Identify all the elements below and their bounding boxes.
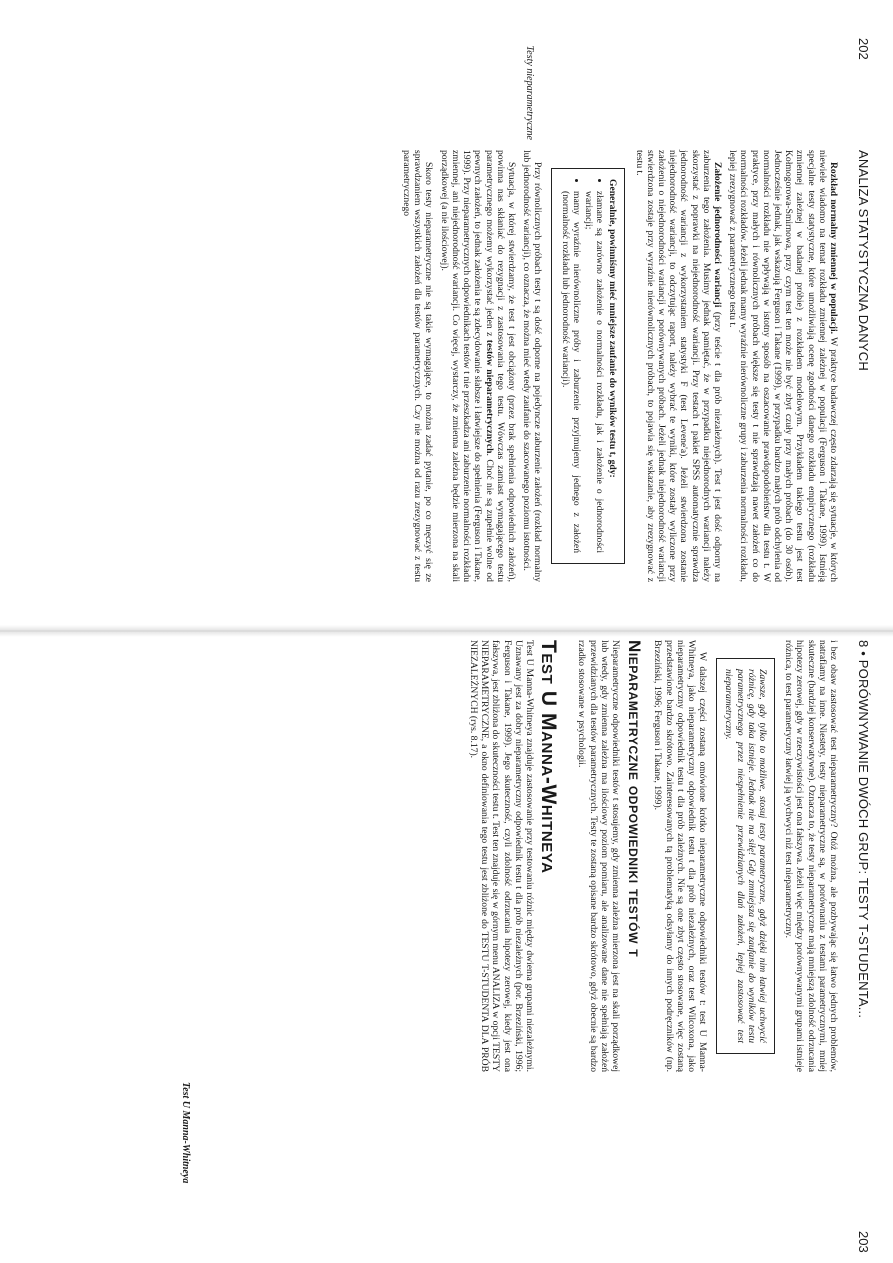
page-number: 202 <box>856 38 871 60</box>
paragraph: Skoro testy nieparametryczne nie są takie wymagające, to można zadać pytanie, po co męczyć się ze sprawdzaniem wszystkich założeń dla testów parametrycznych. Czy nie można od razu zrezygnować z testu parametrycznego <box>401 150 435 582</box>
section-heading: Nieparametryczne odpowiedniki testów t <box>625 640 645 958</box>
paragraph <box>633 150 723 582</box>
text-column <box>464 640 839 1072</box>
running-header: ANALIZA STATYSTYCZNA DANYCH <box>856 150 871 371</box>
paragraph-text: (przy teście t dla prób niezależnych). Test t jest dość odporny na zaburzenia tego założenia. Musimy jednak pamiętać, że w przypadku niejednorodnych wariancji należy skorzystać z poprawki na niejednorodność wariancji. Przy testach t pakiet SPSS automatycznie sprawdza jednorodność wariancji z wykorzystaniem statystyki F (test Levene'a). Jeżeli stwierdzona zostanie niejednorodność wariancji, to odczytując raport, należy wybrać te wyniki, które zostały wyliczone przy założeniu o niejednorodności wariancji w porównywanych próbach. Jeżeli jednak niejednorodność wariancji stwierdzona zostaje przy wyraźnie nierównolicznych próbach, to pojawia się wskazanie, aby zrezygnować z testu t. <box>633 150 723 582</box>
margin-note: Testy nieparametryczne <box>524 45 535 140</box>
paragraph <box>439 150 517 582</box>
paragraph: Przy równolicznych próbach testy t są dość odporne na pojedyncze zaburzenie założeń (rozkład normalny lub jednorodność wariancji), co oznacza, że można mieć wtedy zaufanie do szacowanego poziomu istotności. <box>521 150 544 582</box>
list-item: • mamy wyraźnie nierównoliczne próby i zaburzenie przyjmujemy jednego z założeń (normalność rozkładu lub jednorodność wariancji). <box>559 191 581 553</box>
callout-box <box>551 168 625 564</box>
right-page <box>0 632 893 1263</box>
margin-note: Test U Manna-Whitneya <box>180 1082 191 1184</box>
section-heading: Test U Manna-Whitneya <box>537 640 561 874</box>
inline-bold: Założenie jednorodności wariancji <box>711 162 723 308</box>
list-item: • złamane są zarówno założenie o normalności rozkładu, jak i założenie o jednorodności wariancji; <box>583 191 605 553</box>
paragraph: i bez obaw zastosować test nieparametryczny? Otóż można, ale pozbywając się łatwo jednych problemów, natrafiamy na inne. Niestety, testy nieparametryczne są, w porównaniu z testami parametrycznymi, mniej skuteczne (bardziej konserwatywne). Oznacza to, że testy nieparametryczne mają mniejszą zdolność odrzucania hipotezy zerowej, gdy w rzeczywistości jest ona fałszywa. Jeżeli więc między porównywanymi grupami istnieje różnica, to test parametryczny łatwiej ją wychwyci niż test nieparametryczny. <box>783 640 839 1072</box>
paragraph: Test U Manna-Whitneya znajduje zastosowanie przy testowaniu różnic między dwiema grupami niezależnymi. Uznawany jest za dobry nieparametryczny odpowiednik testu t dla prób niezależnych (por. Brzeziński, 1996; Ferguson i Takane, 1999). Jego skuteczność, czyli zdolność odrzucania hipotezy zerowej, kiedy jest ona fałszywa, jest zbliżona do skuteczności testu t. Test ten znajduje się w górnym menu ANALIZA w opcji TESTY NIEPARAMETRYCZNE, a okno definiowania tego testu jest zbliżone do TESTU T-STUDENTA DLA PRÓB NIEZALEŻNYCH (rys. 8.17). <box>467 640 535 1072</box>
inline-bold: Rozkład normalny zmiennej w populacji. <box>828 162 839 335</box>
callout-box: Zawsze, gdy tylko to możliwe, stosuj testy parametryczne, gdyż dzięki nim łatwiej uchwycić różnicę, gdy taka istnieje. Jednak nie na siłę! Gdy zmniejsza się zaufanie do wyników testu parametrycznego przez niespełnienie przewidzianych dlań założeń, lepiej zastosować test nieparametryczny. <box>716 658 775 1054</box>
paragraph: W dalszej części zostaną omówione krótko nieparametryczne odpowiedniki testów t: test U Manna-Whitneya, jako nieparametryczny odpowiednik testu t dla prób niezależnych, oraz test Wilcoxona, jako nieparametryczny odpowiednik testu t dla prób zależnych. Nie są one zbyt często stosowane, więc zostaną przedstawione bardzo skrótowo. Zainteresowanych tą problematyką odsyłamy do innych podręczników (np. Brzeziński, 1996; Ferguson i Takane, 1999). <box>652 640 709 1072</box>
paragraph <box>727 150 839 582</box>
paragraph-text: Sytuacja, w której stwierdzamy, że test t jest obciążony (przez brak spełnienia odpowiednich założeń), powinna nas skłaniać do rezygnacji z zastosowania tego testu. Wówczas zamiast wymagającego testu parametrycznego możemy wykorzystać jeden z <box>483 150 517 582</box>
text-column <box>397 150 839 582</box>
paragraph-text: W praktyce badawczej często zdarzają się sytuacje, w których niewiele wiadomo na temat rozkładu zmiennej zależnej w populacji (Ferguson i Takane, 1999). Istnieją specjalne testy statystyczne, które umożliwiają ocenę zgodności danego rozkładu empirycznego (rozkładu zmiennej zależnej w badanej próbie) z rozkładem modelowym. Przykładem takiego testu jest test Kołmogorowa-Smirnowa, przy czym test ten może nie być zbyt czuły przy małych próbach (do 30 osób). Jednocześnie jednak, jak wskazują Ferguson i Takane (1999), w przypadku bardzo małych prób odchylenia od normalności rozkładu nie wpływają w istotny sposób na oszacowanie prawdopodobieństw dla testu t. W praktyce, przy małych i równolicznych próbach większe się testy t nie sprawdzają nawet założeń co do normalności rozkładów. Jeżeli jednak mamy wyraźnie nierównoliczne grupy i zaburzenia normalności rozkładu, lepiej zrezygnować z parametrycznego testu t. <box>727 150 839 582</box>
paragraph-text: . Choć nie są zupełnie wolne od pewnych założeń, to jednak założenia te są zdecydowanie słabsze i łatwiejsze do spełnienia (Ferguson i Takane, 1999). Przy nieparametrycznych odpowiednikach testów t nie przeszkadza ani zaburzenie normalności rozkładu zmiennej, ani niejednorodność wariancji. Co więcej, wystarczy, że zmienna zależna będzie mierzona na skali porządkowej (a nie ilościowej). <box>438 150 495 582</box>
paragraph: Nieparametryczne odpowiedniki testów t stosujemy, gdy zmienna zależna mierzona jest na skali porządkowej lub wtedy, gdy zmienna zależna ma ilościowy poziom pomiaru, ale analizowane dane nie spełniają założeń przewidzianych dla testów parametrycznych. Testy te zostaną opisane bardzo skrótowo, gdyż obecnie są bardzo rzadko stosowane w psychologii. <box>576 640 621 1072</box>
running-header: 8 • PORÓWNYWANIE DWÓCH GRUP: TESTY T-STUDENTA... <box>856 640 871 1019</box>
page-number: 203 <box>856 1231 871 1253</box>
callout-title: Generalnie, powinniśmy mieć mniejsze zaufanie do wyników testu t, gdy: <box>607 179 619 478</box>
callout-list <box>559 179 605 553</box>
inline-bold: testów nieparametrycznych <box>483 339 495 454</box>
left-page <box>0 0 893 631</box>
